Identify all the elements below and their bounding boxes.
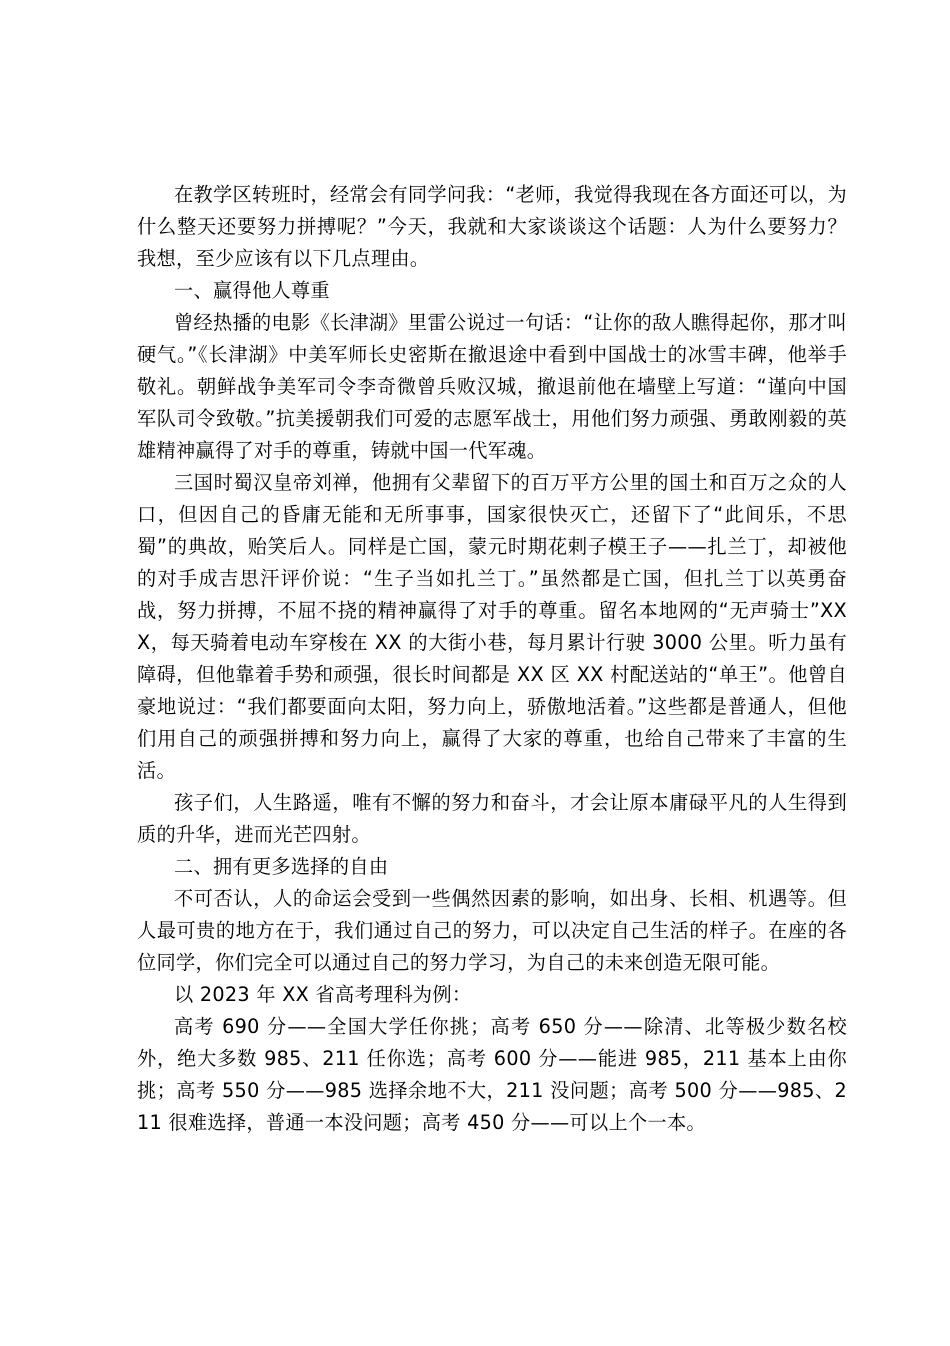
paragraph-fate: 不可否认，人的命运会受到一些偶然因素的影响，如出身、长相、机遇等。但人最可贵的地方在于，我们通过自己的努力，可以决定自己生活的样子。在座的各位同学，你们完全可以通过自己的努力学习，为自己的未来创造无限可能。 — [137, 887, 847, 974]
paragraph-exam-scores: 高考 690 分——全国大学任你挑；高考 650 分——除清、北等极少数名校外，绝大多数 985、211 任你选；高考 600 分——能进 985，211 基本上由你挑；高考 550 分——985 选择余地不大，211 没问题；高考 500 分——985、211 很难选择，普通一本没问题；高考 450 分——可以上个一本。 — [137, 1015, 847, 1134]
section-heading-1: 一、赢得他人尊重 — [174, 279, 330, 302]
paragraph-example-intro: 以 2023 年 XX 省高考理科为例： — [174, 983, 472, 1006]
paragraph-changjin-lake: 曾经热播的电影《长津湖》里雷公说过一句话：“让你的敌人瞧得起你，那才叫硬气。”《长津湖》中美军师长史密斯在撤退途中看到中国战士的冰雪丰碑，他举手敬礼。朝鲜战争美军司令李奇微曾兵败汉城，撤退前他在墙壁上写道：“谨向中国军队司令致敬。”抗美援朝我们可爱的志愿军战士，用他们努力顽强、勇敢刚毅的英雄精神赢得了对手的尊重，铸就中国一代军魂。 — [137, 311, 847, 462]
paragraph-intro: 在教学区转班时，经常会有同学问我：“老师，我觉得我现在各方面还可以，为什么整天还要努力拼搏呢？”今天，我就和大家谈谈这个话题：人为什么要努力？我想，至少应该有以下几点理由。 — [137, 183, 847, 270]
paragraph-liu-shan: 三国时蜀汉皇帝刘禅，他拥有父辈留下的百万平方公里的国土和百万之众的人口，但因自己的昏庸无能和无所事事，国家很快灭亡，还留下了“此间乐，不思蜀”的典故，贻笑后人。同样是亡国，蒙元时期花剌子模王子——扎兰丁，却被他的对手成吉思汗评价说：“生子当如扎兰丁。”虽然都是亡国，但扎兰丁以英勇奋战，努力拼搏，不屈不挠的精神赢得了对手的尊重。留名本地网的“无声骑士”XXX，每天骑着电动车穿梭在 XX 的大街小巷，每月累计行驶 3000 公里。听力虽有障碍，但他靠着手势和顽强，很长时间都是 XX 区 XX 村配送站的“单王”。他曾自豪地说过：“我们都要面向太阳，努力向上，骄傲地活着。”这些都是普通人，但他们用自己的顽强拼搏和努力向上，赢得了大家的尊重，也给自己带来了丰富的生活。 — [137, 471, 847, 782]
document-body — [137, 179, 847, 1139]
paragraph-children: 孩子们，人生路遥，唯有不懈的努力和奋斗，才会让原本庸碌平凡的人生得到质的升华，进而光芒四射。 — [137, 791, 847, 846]
section-heading-2: 二、拥有更多选择的自由 — [174, 855, 389, 878]
